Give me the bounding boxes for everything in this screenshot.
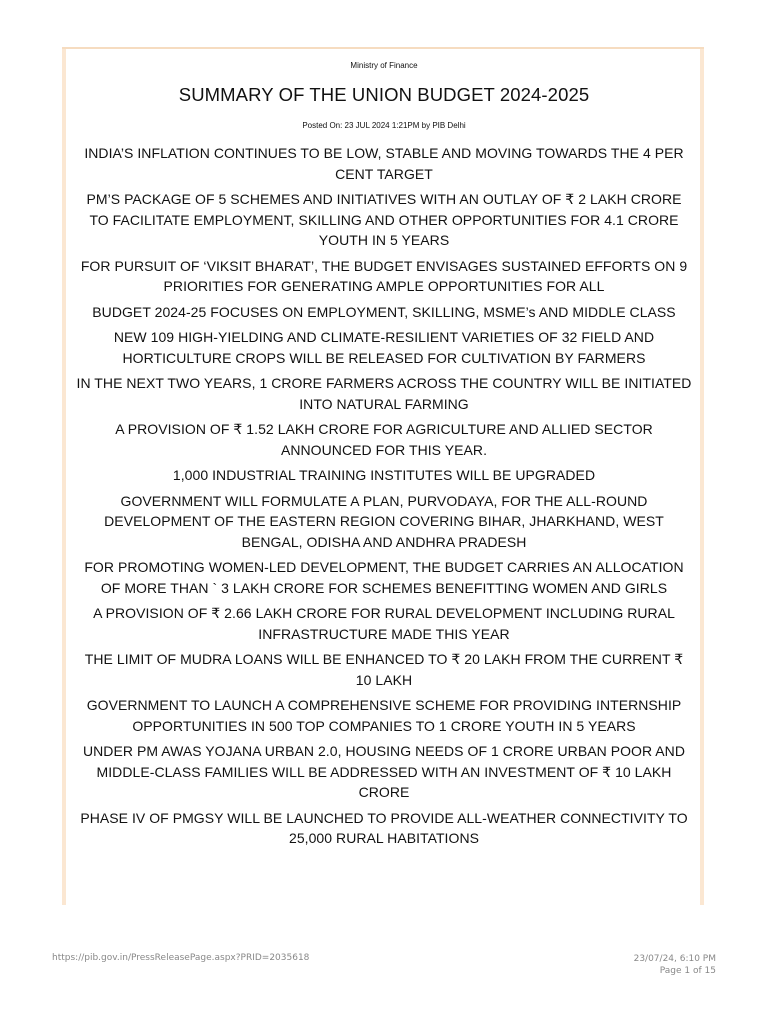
footer-meta bbox=[634, 953, 716, 977]
ministry-name: Ministry of Finance bbox=[350, 61, 418, 70]
footer-datetime: 23/07/24, 6:10 PM bbox=[633, 954, 716, 964]
highlight-item: NEW 109 HIGH-YIELDING AND CLIMATE-RESILIENT VARIETIES OF 32 FIELD AND HORTICULTURE CROPS WILL BE RELEASED FOR CULTIVATION BY FARMERS bbox=[113, 329, 655, 366]
highlight-item: FOR PROMOTING WOMEN-LED DEVELOPMENT, THE BUDGET CARRIES AN ALLOCATION OF MORE THAN ` 3 LAKH CRORE FOR SCHEMES BENEFITTING WOMEN AND GIRLS bbox=[84, 559, 684, 596]
highlight-item: INDIA’S INFLATION CONTINUES TO BE LOW, STABLE AND MOVING TOWARDS THE 4 PER CENT TARGET bbox=[84, 145, 684, 182]
frame-edge-right bbox=[700, 49, 704, 905]
highlight-item: FOR PURSUIT OF ‘VIKSIT BHARAT’, THE BUDGET ENVISAGES SUSTAINED EFFORTS ON 9 PRIORITIES FOR GENERATING AMPLE OPPORTUNITIES FOR ALL bbox=[80, 257, 688, 294]
footer-url: https://pib.gov.in/PressReleasePage.aspx?PRID=2035618 bbox=[52, 953, 310, 963]
highlight-item: IN THE NEXT TWO YEARS, 1 CRORE FARMERS ACROSS THE COUNTRY WILL BE INITIATED INTO NATURAL FARMING bbox=[76, 375, 692, 412]
press-release-content bbox=[72, 47, 696, 854]
highlight-item: UNDER PM AWAS YOJANA URBAN 2.0, HOUSING NEEDS OF 1 CRORE URBAN POOR AND MIDDLE-CLASS FAMILIES WILL BE ADDRESSED WITH AN INVESTMENT OF ₹ 10 LAKH CRORE bbox=[82, 743, 686, 800]
footer-page-number: Page 1 of 15 bbox=[659, 966, 716, 976]
frame-edge-left bbox=[62, 49, 66, 905]
highlight-item: PHASE IV OF PMGSY WILL BE LAUNCHED TO PROVIDE ALL-WEATHER CONNECTIVITY TO 25,000 RURAL HABITATIONS bbox=[80, 809, 688, 846]
posted-on-line: Posted On: 23 JUL 2024 1:21PM by PIB Delhi bbox=[302, 121, 466, 130]
highlights-list bbox=[72, 143, 696, 849]
highlight-item: 1,000 INDUSTRIAL TRAINING INSTITUTES WILL BE UPGRADED bbox=[172, 467, 596, 483]
highlight-item: THE LIMIT OF MUDRA LOANS WILL BE ENHANCED TO ₹ 20 LAKH FROM THE CURRENT ₹ 10 LAKH bbox=[84, 651, 684, 688]
highlight-item: PM’S PACKAGE OF 5 SCHEMES AND INITIATIVES WITH AN OUTLAY OF ₹ 2 LAKH CRORE TO FACILITATE EMPLOYMENT, SKILLING AND OTHER OPPORTUNITIES FOR 4.1 CRORE YOUTH IN 5 YEARS bbox=[86, 191, 682, 248]
highlight-item: BUDGET 2024-25 FOCUSES ON EMPLOYMENT, SKILLING, MSME’s AND MIDDLE CLASS bbox=[92, 303, 676, 320]
highlight-item: A PROVISION OF ₹ 2.66 LAKH CRORE FOR RURAL DEVELOPMENT INCLUDING RURAL INFRASTRUCTURE MADE THIS YEAR bbox=[93, 605, 675, 642]
highlight-item: GOVERNMENT WILL FORMULATE A PLAN, PURVODAYA, FOR THE ALL-ROUND DEVELOPMENT OF THE EASTERN REGION COVERING BIHAR, JHARKHAND, WEST BENGAL, ODISHA AND ANDHRA PRADESH bbox=[104, 492, 664, 550]
highlight-item: A PROVISION OF ₹ 1.52 LAKH CRORE FOR AGRICULTURE AND ALLIED SECTOR ANNOUNCED FOR THIS YEAR. bbox=[115, 421, 653, 458]
highlight-item: GOVERNMENT TO LAUNCH A COMPREHENSIVE SCHEME FOR PROVIDING INTERNSHIP OPPORTUNITIES IN 500 TOP COMPANIES TO 1 CRORE YOUTH IN 5 YEARS bbox=[86, 697, 682, 734]
page-title: SUMMARY OF THE UNION BUDGET 2024-2025 bbox=[178, 84, 590, 105]
